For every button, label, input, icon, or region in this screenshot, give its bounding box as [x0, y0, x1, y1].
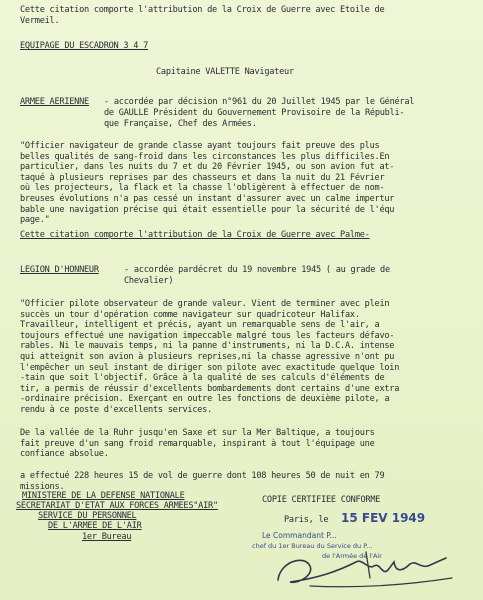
signatory-line-1: Le Commandant P... — [262, 531, 337, 540]
header-line-2: Vermeil. — [20, 16, 60, 26]
text-line: fait preuve d'un sang froid remarquable, inspirant à tout l'équipage une — [20, 438, 375, 449]
ministry-line-2: SECRETARIAT D'ETAT AUX FORCES ARMEES"AIR" — [16, 501, 218, 511]
signatory-line-2: chef du 1er Bureau du Service du P... — [252, 542, 373, 550]
text-line: page." — [20, 215, 50, 226]
text-line: De la vallée de la Ruhr jusqu'en Saxe et sur la Mer Baltique, a toujours — [20, 428, 375, 438]
text-line: particulier, dans les nuits du 7 et du 20 Février 1945, ou son avion fut at- — [20, 162, 395, 173]
ministry-line-3: SERVICE DU PERSONNEL — [38, 511, 137, 521]
signature-image — [270, 540, 470, 595]
citation2-text-2 — [20, 428, 472, 460]
certified-copy: COPIE CERTIFIEE CONFORME — [262, 495, 381, 505]
text-line: rables. Ni le mauvais temps, ni la panne d'instruments, ni la D.C.A. intense — [20, 341, 395, 352]
text-line: breuses évolutions n'a pas cessé un instant d'assurer avec un calme impertur — [20, 193, 395, 204]
unit-heading: EQUIPAGE DU ESCADRON 3 4 7 — [20, 41, 149, 51]
citation2-text — [20, 299, 472, 416]
date-stamp: 15 FEV 1949 — [341, 511, 426, 525]
citation1-line-1: - accordée par décision n°961 du 20 Juillet 1945 par le Général — [104, 97, 415, 107]
citation1-line-3: que Française, Chef des Armées. — [104, 119, 257, 129]
ministry-line-1: MINISTERE DE LA DEFENSE NATIONALE — [22, 491, 185, 501]
ministry-line-5: 1er Bureau — [82, 532, 132, 542]
text-line: toujours effectué une navigation impeccable malgré tous les facteurs défavo- — [20, 330, 395, 341]
text-line: qui atteignit son avion à plusieurs reprises,ni la chasse agressive n'ont pu — [20, 351, 395, 362]
text-line: bable une navigation précise qui était essentielle pour la sécurité de l'équ — [20, 204, 395, 215]
place-date: Paris, le — [284, 515, 329, 525]
text-line: l'empêcher un seul instant de diriger son pilote avec exactitude quelque loin — [20, 362, 400, 373]
text-line: "Officier pilote observateur de grande valeur. Vient de terminer avec plein — [20, 299, 390, 309]
text-line: "Officier navigateur de grande classe ayant toujours fait preuve des plus — [20, 141, 380, 151]
citation1-label: ARMEE AERIENNE — [20, 97, 89, 107]
citation1-line-2: de GAULLE Président du Gouvernement Provisoire de la Républi- — [104, 108, 405, 118]
text-line: taqué à plusieurs reprises par des chasseurs et dans la nuit du 21 Février — [20, 172, 385, 183]
text-line: succès un tour d'opération comme navigateur sur quadricoteur Halifax. — [20, 309, 360, 320]
text-line: tir, a permis de réussir d'excellents bombardements dont certains d'une extra — [20, 383, 400, 394]
text-line: -tain que soit l'objectif. Grâce à la qualité de ses calculs d'éléments de — [20, 373, 385, 384]
citation1-text — [20, 141, 472, 226]
ministry-line-4: DE L'ARMEE DE L'AIR — [48, 521, 142, 531]
citation2-line-1: - accordée pardécret du 19 novembre 1945 ( au grade de — [124, 265, 390, 275]
hours-line: a effectué 228 heures 15 de vol de guerre dont 108 heures 50 de nuit en 79 — [20, 471, 385, 481]
text-line: Travailleur, intelligent et précis, ayant un remarquable sens de l'air, a — [20, 320, 380, 331]
citation2-line-2: Chevalier) — [124, 276, 174, 286]
signatory-line-3: de l'Armée de l'Air — [322, 552, 382, 560]
text-line: belles qualités de sang-froid dans les circonstances les plus difficiles.En — [20, 151, 390, 162]
header-line-1: Cette citation comporte l'attribution de la Croix de Guerre avec Etoile de — [20, 5, 385, 15]
text-line: -ordinaire précision. Exerçant en outre les fonctions de deuxième pilote, a — [20, 394, 390, 405]
text-line: rendu à ce poste d'excellents services. — [20, 404, 213, 415]
person-heading: Capitaine VALETTE Navigateur — [156, 67, 294, 77]
missions-line: missions. — [20, 482, 65, 492]
text-line: confiance absolue. — [20, 449, 109, 460]
citation2-label: LEGION D'HONNEUR — [20, 265, 99, 275]
citation1-note: Cette citation comporte l'attribution de la Croix de Guerre avec Palme- — [20, 230, 370, 240]
text-line: où les projecteurs, la flack et la chasse l'obligèrent à effectuer de nom- — [20, 183, 385, 194]
